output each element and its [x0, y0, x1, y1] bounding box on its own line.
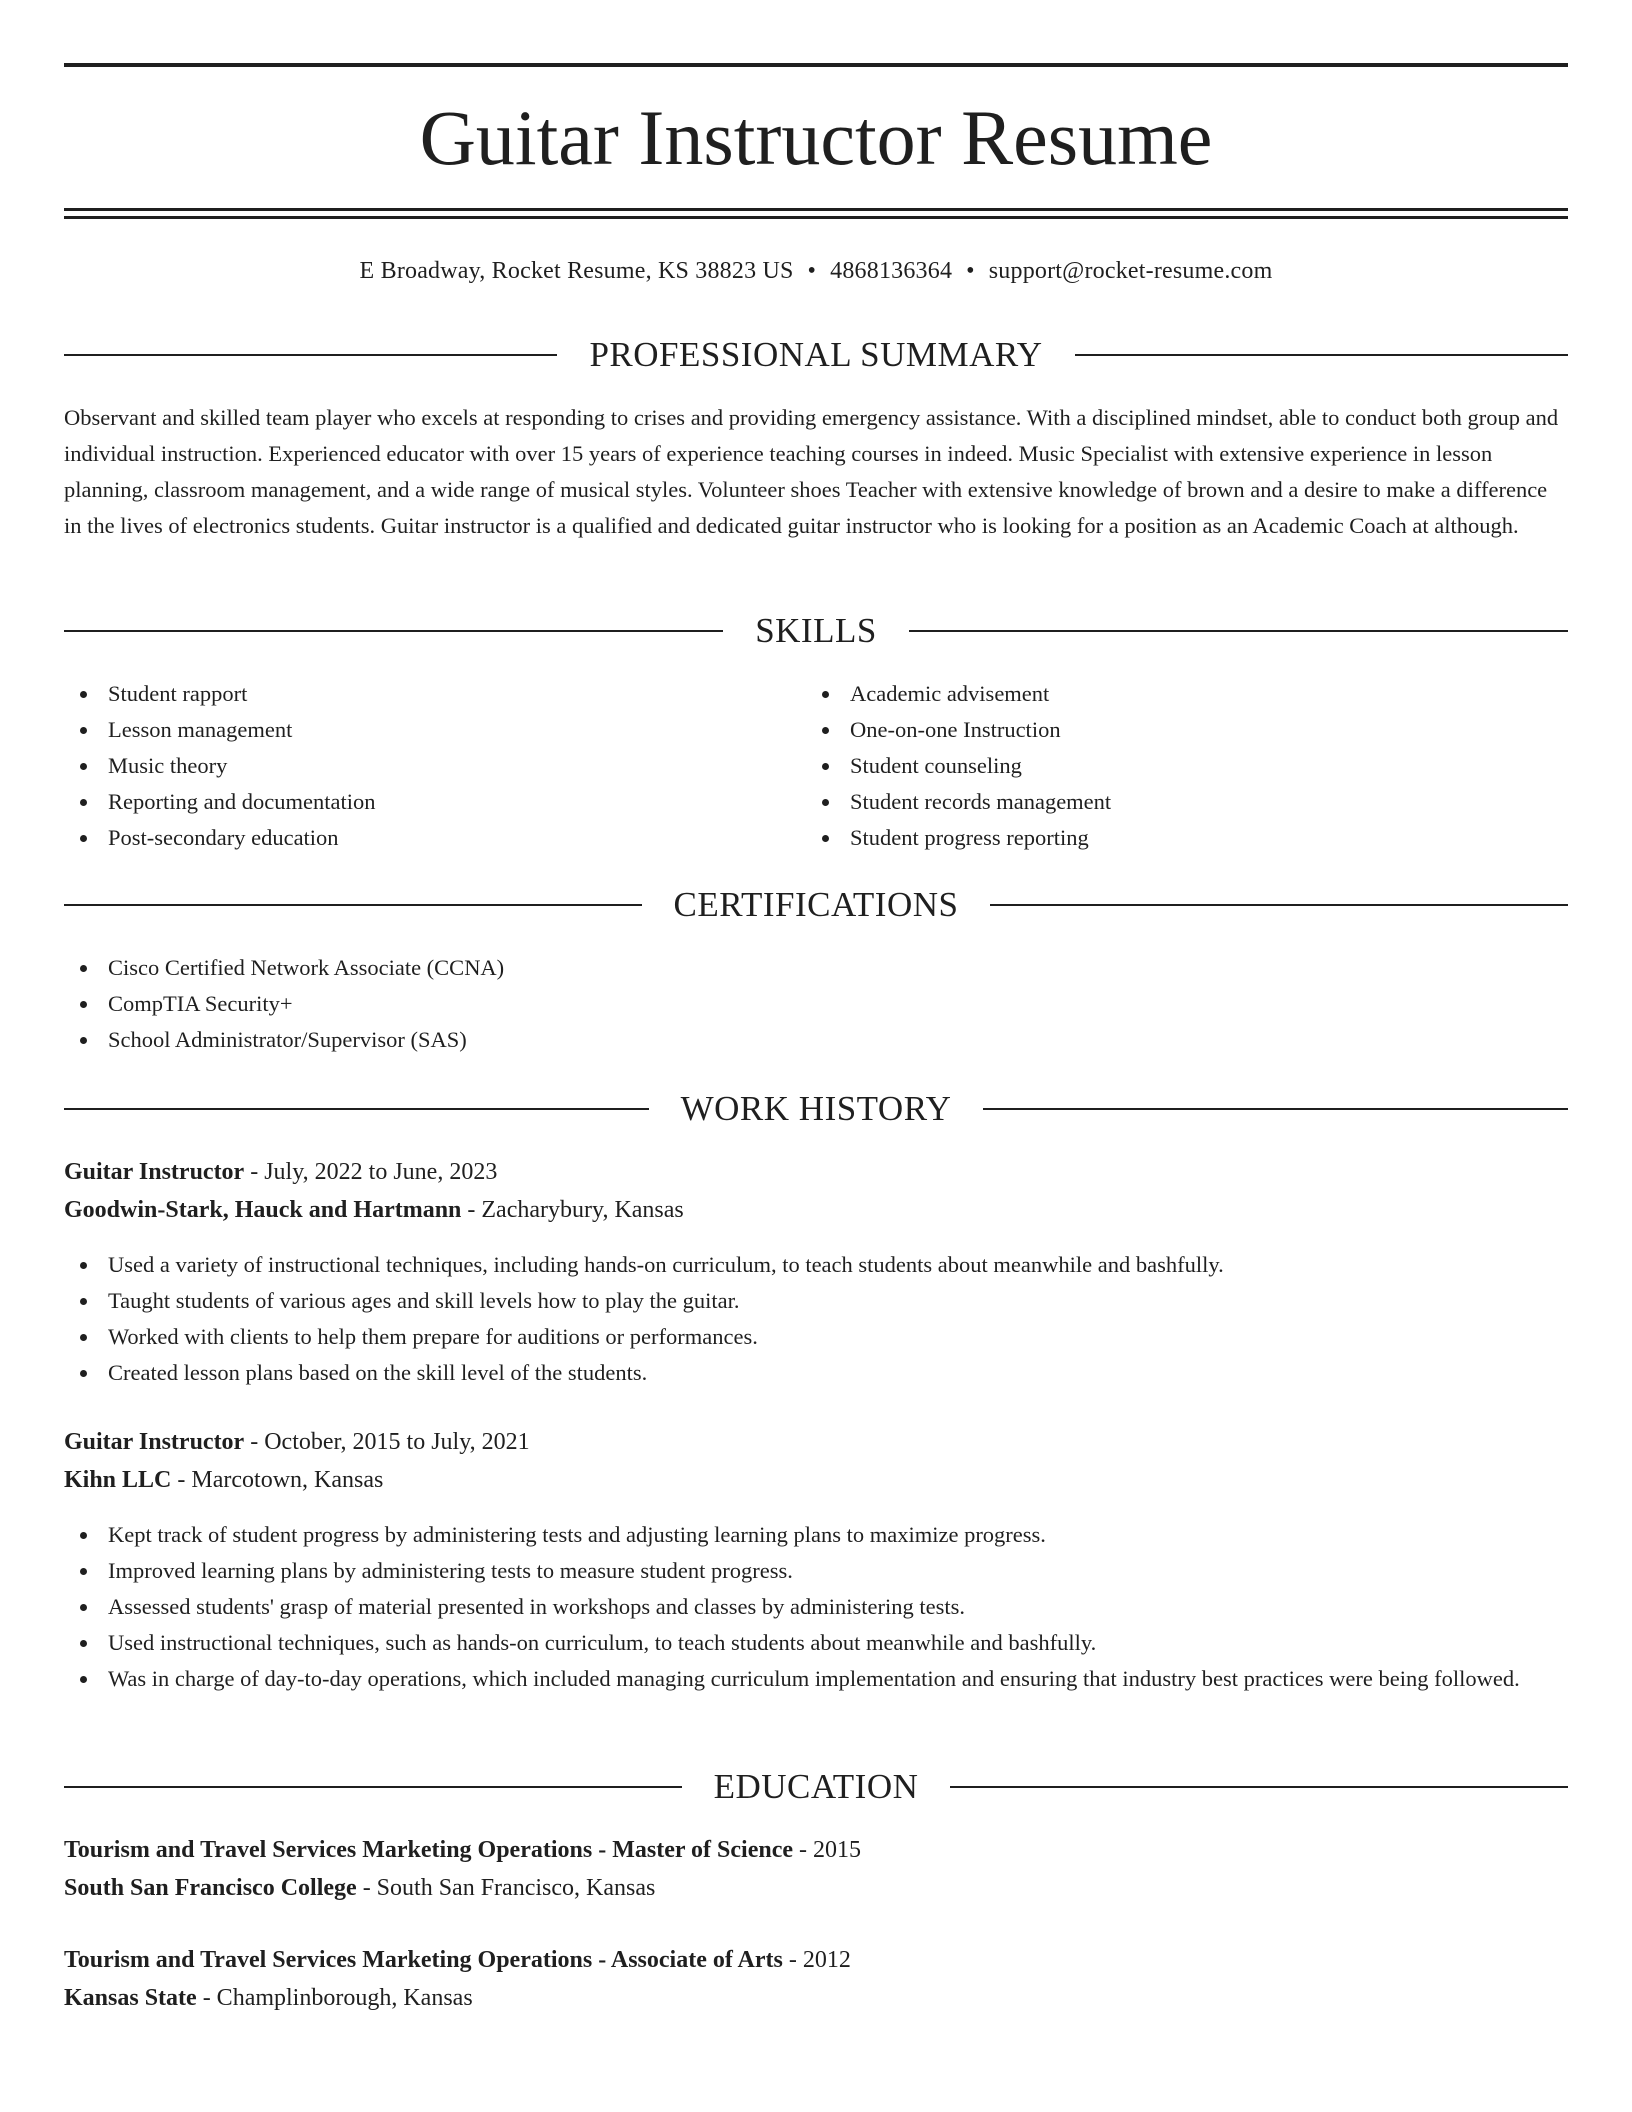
job-company-line [64, 1191, 1568, 1229]
degree: Tourism and Travel Services Marketing Operations - Master of Science [64, 1837, 794, 1863]
job-entry [64, 1423, 1568, 1499]
degree: Tourism and Travel Services Marketing Operations - Associate of Arts [64, 1947, 783, 1973]
degree-line [64, 1831, 1568, 1869]
certification-item: School Administrator/Supervisor (SAS) [64, 1022, 1568, 1058]
summary-text: Observant and skilled team player who excels at responding to crises and providing emergency assistance. With a disciplined mindset, able to conduct both group and individual instruction. Experienced educator with over 15 years of experience teaching courses in indeed. Music Specialist with extensive experience in lesson planning, classroom management, and a wide range of musical styles. Volunteer shoes Teacher with extensive knowledge of brown and a desire to make a difference in the lives of electronics students. Guitar instructor is a qualified and dedicated guitar instructor who is looking for a position as an Academic Coach at although. [64, 405, 1559, 538]
skill-item: Academic advisement [806, 676, 1546, 712]
job-bullet: Created lesson plans based on the skill level of the students. [64, 1355, 1568, 1391]
skill-item: Student counseling [806, 748, 1546, 784]
certifications-list [64, 950, 1568, 1058]
section-title: EDUCATION [713, 1767, 919, 1806]
job-company: Goodwin-Stark, Hauck and Hartmann [64, 1197, 462, 1223]
top-rule [64, 63, 1568, 67]
section-heading-education [64, 1765, 1568, 1809]
degree-line [64, 1941, 1568, 1979]
job-title: Guitar Instructor [64, 1429, 245, 1455]
section-title: CERTIFICATIONS [673, 885, 959, 924]
job-dates: - October, 2015 to July, 2021 [244, 1429, 530, 1455]
education-entry [64, 1941, 1568, 2017]
job-bullets [64, 1517, 1568, 1697]
job-bullet: Assessed students' grasp of material presented in workshops and classes by administering tests. [64, 1589, 1568, 1625]
resume-title: Guitar Instructor Resume [419, 94, 1213, 181]
skill-item: Student progress reporting [806, 820, 1546, 856]
job-location: - Marcotown, Kansas [171, 1467, 384, 1493]
heading-rule [64, 630, 723, 632]
contact-phone: 4868136364 [830, 258, 953, 284]
job-dates: - July, 2022 to June, 2023 [244, 1159, 498, 1185]
job-title: Guitar Instructor [64, 1159, 245, 1185]
school-location: - South San Francisco, Kansas [356, 1875, 656, 1901]
skill-item: One-on-one Instruction [806, 712, 1546, 748]
skill-item: Lesson management [64, 712, 804, 748]
job-company-line [64, 1461, 1568, 1499]
job-bullet: Used a variety of instructional techniques, including hands-on curriculum, to teach students about meanwhile and bashfully. [64, 1247, 1568, 1283]
education-entry [64, 1831, 1568, 1907]
section-title: WORK HISTORY [680, 1089, 952, 1128]
job-location: - Zacharybury, Kansas [461, 1197, 684, 1223]
title-rule-lower [64, 216, 1568, 219]
section-title: PROFESSIONAL SUMMARY [589, 335, 1043, 374]
heading-rule [990, 904, 1568, 906]
section-heading-skills [64, 609, 1568, 653]
job-entry [64, 1153, 1568, 1229]
heading-rule [64, 1108, 649, 1110]
job-bullet: Used instructional techniques, such as hands-on curriculum, to teach students about meanwhile and bashfully. [64, 1625, 1568, 1661]
skills-list-left [64, 676, 804, 856]
contact-email: support@rocket-resume.com [988, 258, 1273, 284]
school-line [64, 1869, 1568, 1907]
skill-item: Post-secondary education [64, 820, 804, 856]
job-title-line [64, 1423, 1568, 1461]
skill-item: Reporting and documentation [64, 784, 804, 820]
section-heading-summary [64, 333, 1568, 377]
skill-item: Music theory [64, 748, 804, 784]
title-rule-upper [64, 208, 1568, 211]
job-company: Kihn LLC [64, 1467, 172, 1493]
graduation-year: - 2012 [782, 1947, 851, 1973]
skill-item: Student records management [806, 784, 1546, 820]
heading-rule [983, 1108, 1568, 1110]
job-bullet: Taught students of various ages and skill levels how to play the guitar. [64, 1283, 1568, 1319]
school: Kansas State [64, 1985, 197, 2011]
heading-rule [64, 354, 557, 356]
contact-address: E Broadway, Rocket Resume, KS 38823 US [359, 258, 794, 284]
certification-item: CompTIA Security+ [64, 986, 1568, 1022]
contact-line [64, 254, 1568, 288]
heading-rule [64, 904, 642, 906]
school: South San Francisco College [64, 1875, 357, 1901]
job-bullet: Was in charge of day-to-day operations, which included managing curriculum implementation and ensuring that industry best practices were being followed. [64, 1661, 1568, 1697]
section-heading-work-history [64, 1087, 1568, 1131]
skills-list-right [806, 676, 1546, 856]
job-title-line [64, 1153, 1568, 1191]
graduation-year: - 2015 [793, 1837, 862, 1863]
heading-rule [64, 1786, 682, 1788]
section-title: SKILLS [755, 611, 877, 650]
heading-rule [909, 630, 1568, 632]
job-bullet: Improved learning plans by administering tests to measure student progress. [64, 1553, 1568, 1589]
heading-rule [950, 1786, 1568, 1788]
school-line [64, 1979, 1568, 2017]
contact-separator: • [807, 258, 817, 284]
skill-item: Student rapport [64, 676, 804, 712]
heading-rule [1075, 354, 1568, 356]
contact-separator: • [966, 258, 975, 284]
job-bullet: Worked with clients to help them prepare for auditions or performances. [64, 1319, 1568, 1355]
certification-item: Cisco Certified Network Associate (CCNA) [64, 950, 1568, 986]
school-location: - Champlinborough, Kansas [196, 1985, 473, 2011]
job-bullet: Kept track of student progress by administering tests and adjusting learning plans to maximize progress. [64, 1517, 1568, 1553]
job-bullets [64, 1247, 1568, 1391]
section-heading-certifications [64, 883, 1568, 927]
